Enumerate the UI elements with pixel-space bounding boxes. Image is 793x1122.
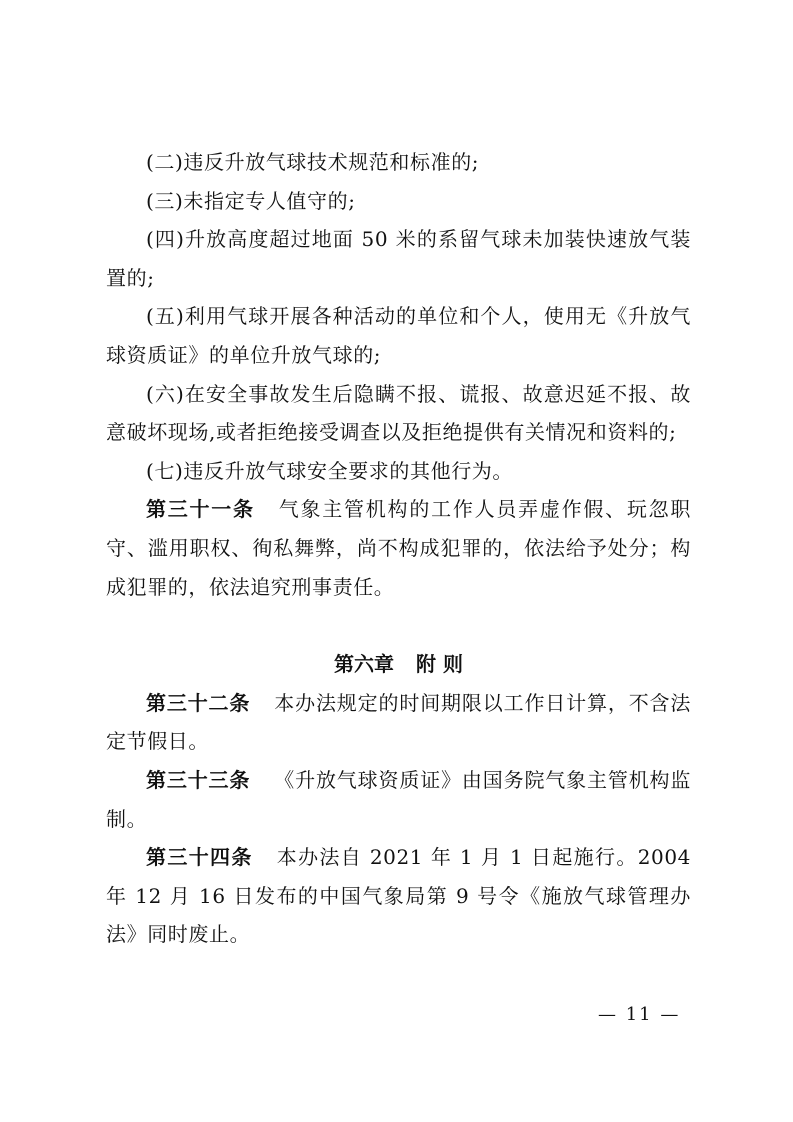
article-34-text: 本办法自 2021 年 1 月 1 日起施行。2004 年 12 月 16 日发布的中国气象局第 9 号令《施放气球管理办法》同时废止。 xyxy=(106,845,692,947)
article-34-label: 第三十四条 xyxy=(146,845,253,870)
chapter-title: 附 则 xyxy=(416,652,463,677)
document-body xyxy=(106,143,691,954)
chapter-number: 第六章 xyxy=(334,652,395,677)
list-item-7: (七)违反升放气球安全要求的其他行为。 xyxy=(146,458,514,483)
article-31-label: 第三十一条 xyxy=(146,497,255,522)
list-item-2: (二)违反升放气球技术规范和标准的; xyxy=(146,150,480,174)
chapter-heading xyxy=(106,645,691,684)
page-number: — 11 — xyxy=(598,1004,681,1025)
article-32-text: 本办法规定的时间期限以工作日计算，不含法定节假日。 xyxy=(106,690,691,754)
article-33-label: 第三十三条 xyxy=(146,767,251,792)
list-item-6: (六)在安全事故发生后隐瞒不报、谎报、故意迟延不报、故意破坏现场,或者拒绝接受调查以及拒绝提供有关情况和资料的; xyxy=(106,381,691,445)
list-item-5: (五)利用气球开展各种活动的单位和个人，使用无《升放气球资质证》的单位升放气球的; xyxy=(106,304,691,367)
article-32-label: 第三十二条 xyxy=(146,690,251,715)
article-33-text: 《升放气球资质证》由国务院气象主管机构监制。 xyxy=(106,767,691,831)
article-33 xyxy=(106,761,691,838)
list-item-4: (四)升放高度超过地面 50 米的系留气球未加装快速放气装置的; xyxy=(106,227,691,290)
article-34 xyxy=(106,838,691,954)
article-32 xyxy=(106,684,691,761)
article-31 xyxy=(106,490,691,606)
article-31-text: 气象主管机构的工作人员弄虚作假、玩忽职守、滥用职权、徇私舞弊，尚不构成犯罪的，依法给予处分；构成犯罪的，依法追究刑事责任。 xyxy=(106,497,691,599)
list-item-3: (三)未指定专人值守的; xyxy=(146,188,356,213)
